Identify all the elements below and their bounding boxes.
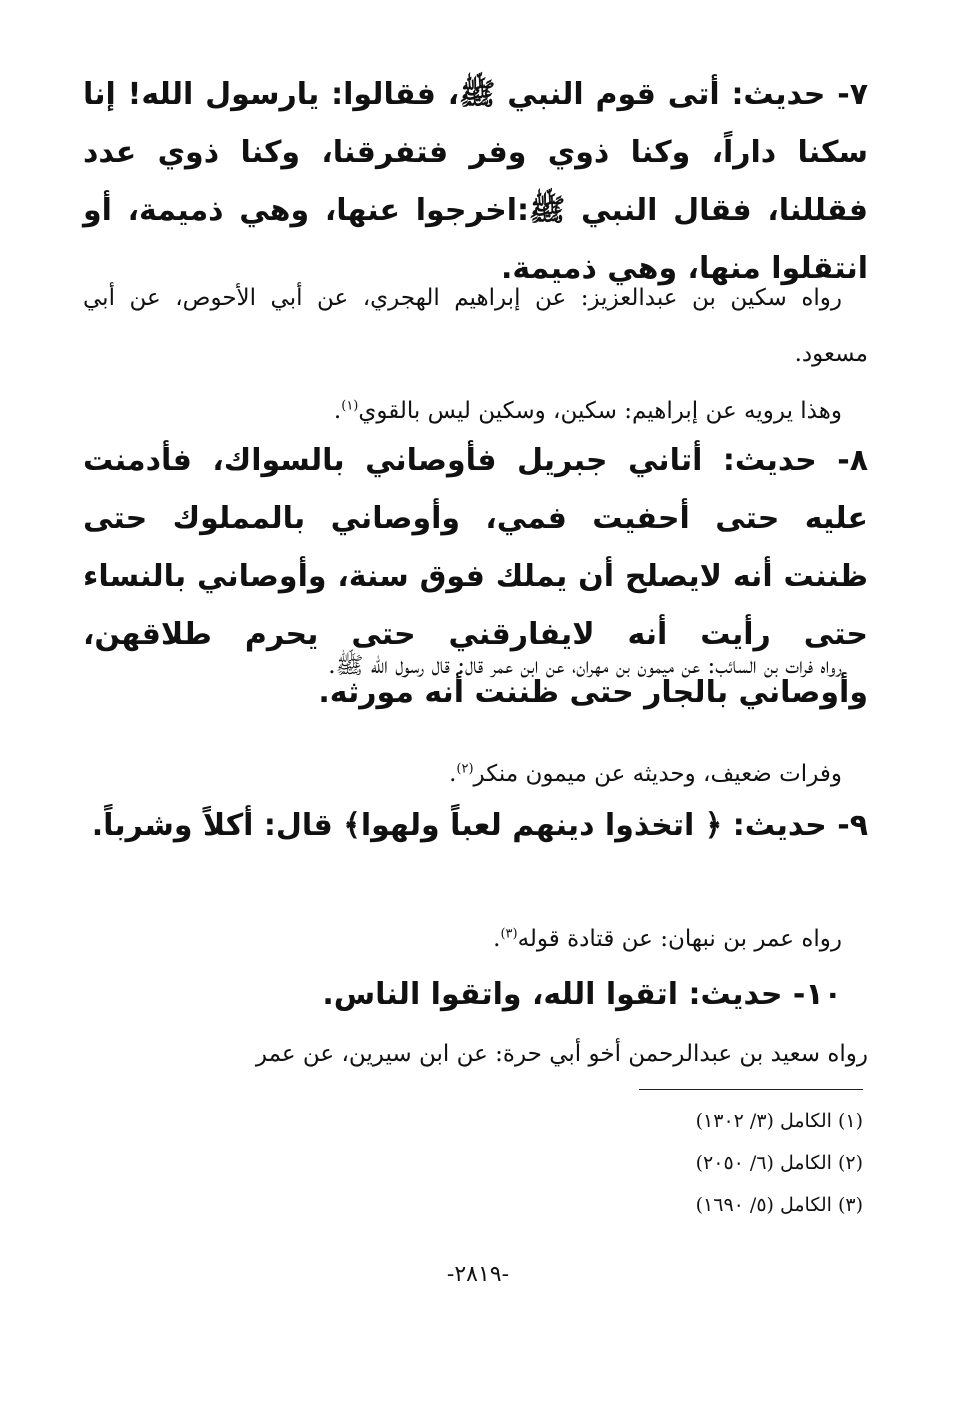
footnote-2: (٢) الكامل (٦/ ٢٠٥٠) (695, 1152, 863, 1174)
remark-8 (83, 746, 868, 802)
narration-9 (83, 911, 868, 967)
hadith-10-text: ١٠- حديث: اتقوا الله، واتقوا الناس. (322, 977, 842, 1012)
hadith-9-text: ٩- حديث: ﴿ اتخذوا دينهم لعباً ولهوا﴾ قال: أكلاً وشرباً. (91, 808, 868, 843)
narration-10 (83, 1026, 868, 1082)
footnote-ref-1[interactable]: (١) (341, 398, 359, 414)
hadith-7 (83, 66, 868, 298)
remark-8-end: . (449, 761, 457, 787)
footnote-divider (639, 1089, 863, 1090)
hadith-8-text: ٨- حديث: أتاني جبريل فأوصاني بالسواك، فأدمنت عليه حتى أحفيت فمي، وأوصاني بالمملوك حتى ظننت أنه لايصلح أن يملك فوق سنة، وأوصاني بالنساء حتى رأيت أنه لايفارقني حتى يحرم طلاقهن، وأوصاني بالجار حتى ظننت أنه مورثه. (83, 443, 868, 710)
hadith-10 (83, 966, 868, 1024)
remark-7 (83, 383, 868, 439)
remark-7-text: وهذا يرويه عن إبراهيم: سكين، وسكين ليس بالقوي (358, 398, 842, 424)
footnote-3: (٣) الكامل (٥/ ١٦٩٠) (695, 1194, 863, 1216)
narration-9-end: . (493, 926, 501, 952)
footnote-ref-2[interactable]: (٢) (456, 761, 474, 777)
remark-8-text: وفرات ضعيف، وحديثه عن ميمون منكر (473, 761, 842, 787)
hadith-7-text: ٧- حديث: أتى قوم النبي ﷺ، فقالوا: يارسول الله! إنا سكنا داراً، وكنا ذوي وفر فتفرقنا، وكنا ذوي عدد فقللنا، فقال النبي ﷺ:اخرجوا عنها، وهي ذميمة، أو انتقلوا منها، وهي ذميمة. (83, 77, 868, 286)
narration-8-text: رواه فرات بن السائب: عن ميمون بن مهران، عن ابن عمر قال: قال رسول الله ﷺ. (328, 653, 842, 679)
narration-9-text: رواه عمر بن نبهان: عن قتادة قوله (517, 926, 842, 952)
footnote-ref-3[interactable]: (٣) (500, 926, 518, 942)
narration-7 (83, 270, 868, 382)
narration-8 (83, 638, 868, 694)
page-number: -٢٨١٩- (446, 1262, 510, 1287)
remark-7-end: . (333, 398, 342, 424)
narration-10-text: رواه سعيد بن عبدالرحمن أخو أبي حرة: عن ابن سيرين، عن عمر (255, 1041, 868, 1067)
narration-7-text: رواه سكين بن عبدالعزيز: عن إبراهيم الهجري، عن أبي الأحوص، عن أبي مسعود. (83, 285, 868, 367)
hadith-9 (83, 797, 868, 855)
footnote-1: (١) الكامل (٣/ ١٣٠٢) (695, 1110, 863, 1132)
